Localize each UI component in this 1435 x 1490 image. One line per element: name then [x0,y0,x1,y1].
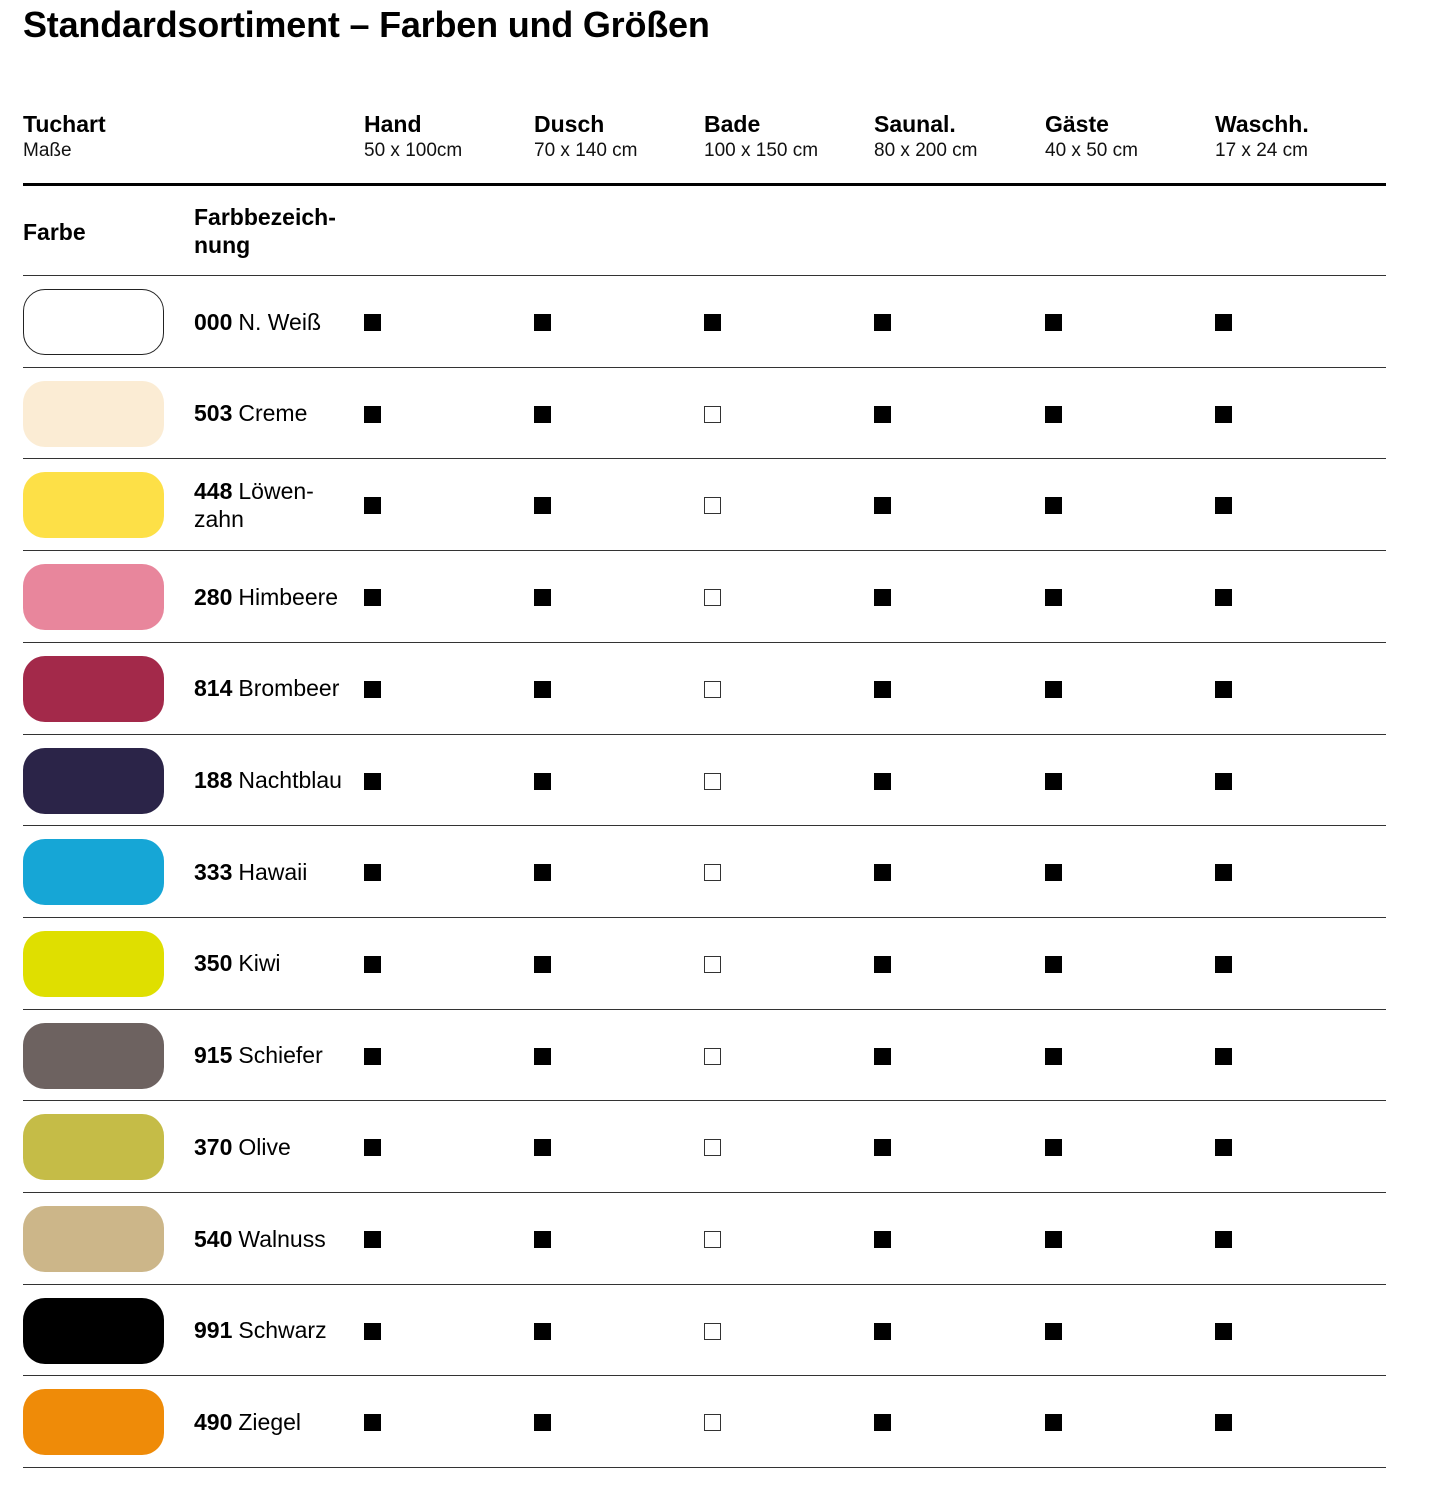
color-code: 448 [194,477,233,504]
available-mark [874,864,891,881]
available-mark [1215,314,1232,331]
available-mark [1045,1048,1062,1065]
available-mark [534,1048,551,1065]
color-swatch [23,931,164,997]
available-mark [364,1231,381,1248]
color-code: 490 [194,1408,233,1435]
table-row [23,368,1386,459]
color-code: 188 [194,767,233,793]
color-code: 280 [194,583,233,610]
available-mark [534,956,551,973]
available-mark [874,406,891,423]
subheader-farbbezeichnung: Farbbezeich- nung [194,204,336,258]
header-column-size: 100 x 150 cm [704,140,819,161]
available-mark [364,1048,381,1065]
color-swatch [23,748,164,814]
color-swatch [23,1206,164,1272]
header-column [1215,110,1309,164]
color-name: Olive [238,1133,291,1160]
color-swatch [23,1023,164,1089]
color-name-cell [194,826,364,917]
table-row [23,1010,1386,1101]
header-column-size: 40 x 50 cm [1045,140,1138,161]
color-name-cell [194,1376,364,1467]
header-column-size: 17 x 24 cm [1215,140,1308,161]
table-row [23,1376,1386,1467]
color-swatch [23,381,164,447]
available-mark [704,314,721,331]
color-name-cell [194,368,364,459]
color-name-cell [194,735,364,826]
available-mark [534,681,551,698]
color-name-cell [194,276,364,367]
table-row [23,1101,1386,1192]
header-tuchart-label: Tuchart [23,111,106,137]
color-name: Nachtblau [238,767,342,793]
color-name: Walnuss [238,1225,326,1252]
available-mark [1045,956,1062,973]
color-name: Hawaii [238,858,308,885]
available-mark [1215,1231,1232,1248]
available-mark [874,1231,891,1248]
unavailable-mark [704,773,721,790]
header-masse-label: Maße [23,140,72,161]
color-code: 350 [194,950,233,977]
available-mark [1215,1048,1232,1065]
available-mark [364,681,381,698]
color-name: Creme [238,400,308,427]
color-code: 915 [194,1042,233,1069]
available-mark [534,1139,551,1156]
color-swatch [23,289,164,355]
color-name-cell [194,643,364,734]
header-first-col [23,110,106,164]
unavailable-mark [704,1231,721,1248]
available-mark [1045,681,1062,698]
color-name-cell [194,459,364,550]
available-mark [364,497,381,514]
available-mark [1045,1323,1062,1340]
color-name-cell [194,551,364,642]
unavailable-mark [704,406,721,423]
available-mark [874,497,891,514]
available-mark [364,1414,381,1431]
available-mark [1045,1231,1062,1248]
header-column-size: 50 x 100cm [364,140,463,161]
color-name: Himbeere [238,583,339,610]
color-name: Löwen- zahn [194,477,314,532]
header-column-label: Waschh. [1215,111,1309,137]
available-mark [1215,589,1232,606]
available-mark [534,497,551,514]
header-column [364,110,462,164]
available-mark [1045,1139,1062,1156]
available-mark [534,406,551,423]
available-mark [1045,314,1062,331]
available-mark [364,314,381,331]
available-mark [874,314,891,331]
available-mark [1215,1139,1232,1156]
available-mark [1045,497,1062,514]
unavailable-mark [704,1414,721,1431]
available-mark [364,1139,381,1156]
unavailable-mark [704,1048,721,1065]
available-mark [364,773,381,790]
color-name-cell [194,1101,364,1192]
table-row [23,918,1386,1009]
table-row [23,276,1386,367]
available-mark [534,314,551,331]
available-mark [874,1414,891,1431]
color-name: Brombeer [238,675,340,702]
color-name-cell [194,1010,364,1101]
table-row [23,735,1386,826]
color-swatch [23,1298,164,1364]
unavailable-mark [704,589,721,606]
color-swatch [23,839,164,905]
color-swatch [23,1389,164,1455]
unavailable-mark [704,681,721,698]
row-divider [23,1467,1386,1468]
available-mark [534,1231,551,1248]
available-mark [874,773,891,790]
color-code: 503 [194,400,233,427]
available-mark [1045,773,1062,790]
header-column [874,110,978,164]
table-row [23,643,1386,734]
color-swatch [23,656,164,722]
unavailable-mark [704,956,721,973]
header-column-size: 80 x 200 cm [874,140,978,161]
available-mark [1045,406,1062,423]
color-name-cell [194,1193,364,1284]
available-mark [874,681,891,698]
color-code: 814 [194,675,233,702]
available-mark [1215,1414,1232,1431]
available-mark [1215,681,1232,698]
available-mark [874,1048,891,1065]
available-mark [874,956,891,973]
available-mark [1215,956,1232,973]
table-row [23,459,1386,550]
unavailable-mark [704,1323,721,1340]
header-column-label: Saunal. [874,111,956,137]
available-mark [364,1323,381,1340]
available-mark [1045,864,1062,881]
header-column [534,110,638,164]
color-name: Schiefer [238,1042,323,1069]
color-code: 333 [194,858,233,885]
color-code: 540 [194,1225,233,1252]
available-mark [534,1414,551,1431]
available-mark [874,589,891,606]
header-column [704,110,818,164]
color-swatch [23,1114,164,1180]
header-column-label: Dusch [534,111,605,137]
available-mark [874,1323,891,1340]
unavailable-mark [704,497,721,514]
color-code: 370 [194,1133,233,1160]
color-swatch [23,472,164,538]
table-row [23,1285,1386,1376]
color-name-cell [194,918,364,1009]
page-title: Standardsortiment – Farben und Größen [23,4,710,45]
table-row [23,1193,1386,1284]
color-name: Ziegel [238,1408,302,1435]
color-name: Schwarz [238,1317,327,1344]
available-mark [1215,864,1232,881]
unavailable-mark [704,1139,721,1156]
unavailable-mark [704,864,721,881]
table-row [23,551,1386,642]
color-name: Kiwi [238,950,281,977]
available-mark [534,773,551,790]
color-code: 000 [194,308,233,335]
available-mark [534,589,551,606]
available-mark [534,864,551,881]
color-code: 991 [194,1317,233,1344]
header-column-size: 70 x 140 cm [534,140,638,161]
available-mark [1215,773,1232,790]
color-name: N. Weiß [238,308,322,335]
header-divider [23,183,1386,186]
color-swatch [23,564,164,630]
available-mark [364,864,381,881]
header-column [1045,110,1138,164]
header-column-label: Hand [364,111,422,137]
header-column-label: Bade [704,111,761,137]
subheader-farbe: Farbe [23,219,86,245]
color-name-cell [194,1285,364,1376]
available-mark [534,1323,551,1340]
available-mark [874,1139,891,1156]
available-mark [1215,497,1232,514]
available-mark [1215,406,1232,423]
available-mark [1215,1323,1232,1340]
table-row [23,826,1386,917]
available-mark [1045,1414,1062,1431]
available-mark [364,956,381,973]
available-mark [364,589,381,606]
available-mark [1045,589,1062,606]
available-mark [364,406,381,423]
header-column-label: Gäste [1045,111,1109,137]
